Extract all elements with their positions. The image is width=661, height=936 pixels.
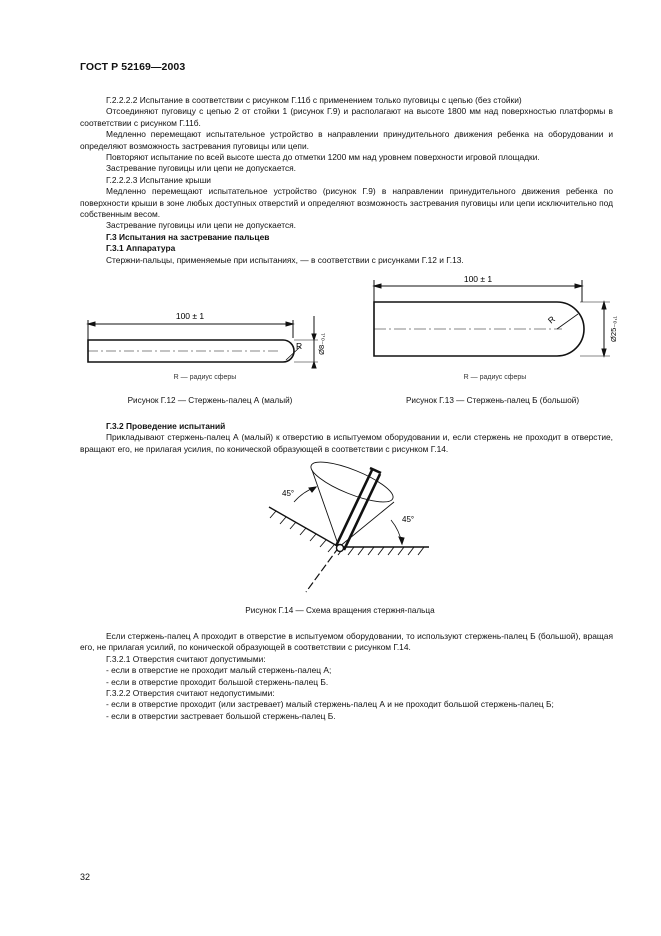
surface-hatching [270,511,424,555]
arrow-head [374,284,381,288]
figure-g12-caption: Рисунок Г.12 — Стержень-палец А (малый) [127,396,293,405]
list-item: - если в отверстии застревает большой стержень-палец Б. [106,710,336,721]
diameter-label: Ø8₋₀,₁ [317,333,326,355]
paragraph: Повторяют испытание по всей высоте шеста до отметки 1200 мм над уровнем поверхности игровой площадки. [106,152,540,163]
list-item: - если в отверстие проходит большой стержень-палец Б. [106,676,329,687]
paragraph: Медленно перемещают испытательное устройство в направлении принудительного движения ребенка на оборудовании и определяют возможность застревания пуговицы или цепи. [80,129,613,151]
paragraph: Прикладывают стержень-палец А (малый) к отверстию в испытуемом оборудовании и, если стержень не проходит в отверстие, вращают его, не прилагая усилия, по конической образующей в соответствии с рисунком Г.14. [80,432,613,454]
figure-g13-caption: Рисунок Г.13 — Стержень-палец Б (большой) [405,396,580,405]
rod-axis-extension [306,547,339,592]
paragraph: Застревание пуговицы или цепи не допускается. [106,220,296,231]
arrow-head [312,362,316,368]
section-g32 [80,421,613,455]
figure-g12-legend: R — радиус сферы [173,374,237,381]
paragraph: Застревание пуговицы или цепи не допускается. [106,163,296,174]
radius-label: R [545,313,557,326]
figure-g14-drawing [264,462,434,597]
paragraph: Отсоединяют пуговицу с цепью 2 от стойки 1 (рисунок Г.9) и располагают на высоте 1800 мм над поверхностью платформы в соответствии с рисунком Г.11б. [80,106,613,128]
length-dimension-label: 100 ± 1 [175,311,205,321]
angle-label-right: 45° [402,515,415,524]
finger-rod [344,474,380,550]
section-g2222 [80,95,613,266]
diameter-label: Ø25₋₀,₁ [609,316,618,342]
arrow-head [312,334,316,340]
subsection-heading: Г.3.1 Аппаратура [106,243,176,254]
document-header: ГОСТ Р 52169—2003 [80,61,186,73]
radius-leader [557,314,578,329]
paragraph: Стержни-пальцы, применяемые при испытаниях, — в соответствии с рисунками Г.12 и Г.13. [106,254,464,265]
paragraph: Медленно перемещают испытательное устройство (рисунок Г.9) в направлении принудительного движения ребенка по поверхности крыши в зоне любых доступных отверстий и определяют возможность застревания пуговицы или цепи исключительно под собственным весом. [80,186,613,220]
figure-g12-drawing [78,300,348,380]
rotation-cone-base [307,454,398,509]
radius-label: R [296,341,303,351]
angle-label-left: 45° [282,489,295,498]
arrow-head [575,284,582,288]
figure-g14-caption: Рисунок Г.14 — Схема вращения стержня-пальца [245,606,435,615]
arrow-head [399,537,404,544]
list-item: - если в отверстие не проходит малый стержень-палец А; [106,665,332,676]
page-number: 32 [80,872,91,882]
figure-g13-legend: R — радиус сферы [463,374,527,381]
subsection-heading: Г.3.2 Проведение испытаний [106,421,226,431]
figure-g13-drawing [370,272,630,382]
arrow-head [286,322,293,326]
arrow-head [602,302,606,309]
section-conditions [80,631,613,722]
arrow-head [88,322,95,326]
section-heading: Г.3 Испытания на застревание пальцев [106,231,270,242]
paragraph: Г.2.2.2.2 Испытание в соответствии с рисунком Г.11б с применением только пуговицы с цепью (без стойки) [106,95,522,105]
arrow-head [309,487,316,492]
hole-edge-point [337,545,344,552]
surface-line [269,507,339,547]
list-item: - если в отверстие проходит (или застревает) малый стержень-палец А и не проходит большой стержень-палец Б; [106,699,554,710]
subsection-heading: Г.2.2.2.3 Испытание крыши [106,174,211,185]
length-dimension-label: 100 ± 1 [463,274,493,284]
arrow-head [602,349,606,356]
paragraph: Если стержень-палец А проходит в отверстие в испытуемом оборудовании, то используют стержень-палец Б (большой), вращая его, не прилагая усилий, по конической образующей в соответствии с рисунком Г.14. [80,631,613,653]
subsection-heading: Г.3.2.2 Отверстия считают недопустимыми: [106,688,275,699]
subsection-heading: Г.3.2.1 Отверстия считают допустимыми: [106,653,266,664]
